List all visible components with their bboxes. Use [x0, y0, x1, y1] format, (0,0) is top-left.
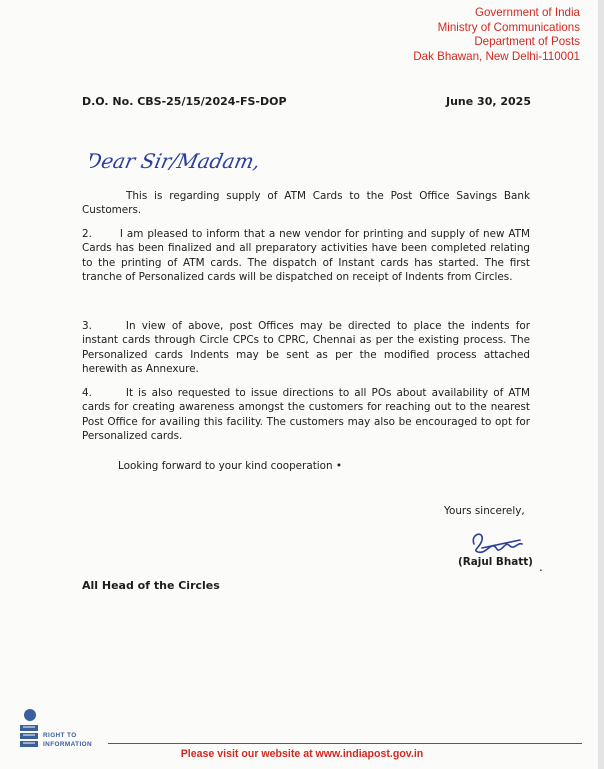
letterhead-line-government: Government of India [474, 6, 580, 19]
salutation-handwritten [90, 140, 290, 188]
paragraph-3-text: In view of above, post Offices may be directed to place the indents for instant cards through Circle CPCs to CPRC, Chennai as per the existing process. The Personalized cards Indents may be sent as per the modified process attached herewith as Annexure. [82, 320, 530, 376]
paragraph-4 [82, 386, 530, 444]
paragraph-2-number: 2. [82, 228, 92, 240]
rti-person-icon [18, 707, 44, 753]
closing-text: Looking forward to your kind cooperation [118, 460, 333, 472]
salutation-text: Dear Sir/Madam, [90, 149, 263, 173]
letterhead-line-ministry: Ministry of Communications [437, 20, 580, 34]
paragraph-2-text: I am pleased to inform that a new vendor for printing and supply of new ATM Cards has been finalized and all preparatory activities have been completed relating to the printing of ATM cards. The dispatch of Instant cards has started. The first tranche of Personalized cards will be dispatched on receipt of Indents from Circles. [82, 228, 530, 284]
salutation-handwriting [90, 140, 290, 184]
valediction: Yours sincerely, [444, 505, 525, 517]
signature-scribble [468, 528, 528, 556]
rti-label [43, 731, 92, 749]
paragraph-4-text: It is also requested to issue directions to all POs about availability of ATM cards for creating awareness amongst the customers for reaching out to the nearest Post Office for availing this facility. The customers may also be encouraged to opt for Personalized cards. [82, 387, 530, 443]
signature-mark: . [539, 560, 543, 574]
rti-label-line1: RIGHT TO [43, 732, 77, 739]
addressee: All Head of the Circles [82, 579, 220, 592]
letterhead [413, 6, 580, 64]
paragraph-1-text: This is regarding supply of ATM Cards to the Post Office Savings Bank Customers. [82, 190, 530, 217]
paragraph-3-number: 3. [82, 320, 92, 332]
paragraph-1 [82, 189, 530, 218]
page-edge-shadow [598, 0, 604, 769]
closing-line: Looking forward to your kind cooperation • [118, 460, 343, 472]
letterhead-line-address: Dak Bhawan, New Delhi-110001 [413, 49, 580, 63]
paragraph-4-number: 4. [82, 387, 92, 399]
footer-divider [108, 743, 582, 744]
paragraph-3 [82, 319, 530, 377]
paragraph-2 [82, 227, 530, 285]
reference-number: D.O. No. CBS-25/15/2024-FS-DOP [82, 95, 287, 108]
letter-date: June 30, 2025 [446, 95, 531, 108]
signatory-name: (Rajul Bhatt) [458, 556, 533, 568]
rti-label-line2: INFORMATION [43, 741, 93, 748]
footer-website: Please visit our website at www.indiapost.gov.in [180, 748, 424, 760]
letterhead-line-department: Department of Posts [474, 35, 580, 49]
